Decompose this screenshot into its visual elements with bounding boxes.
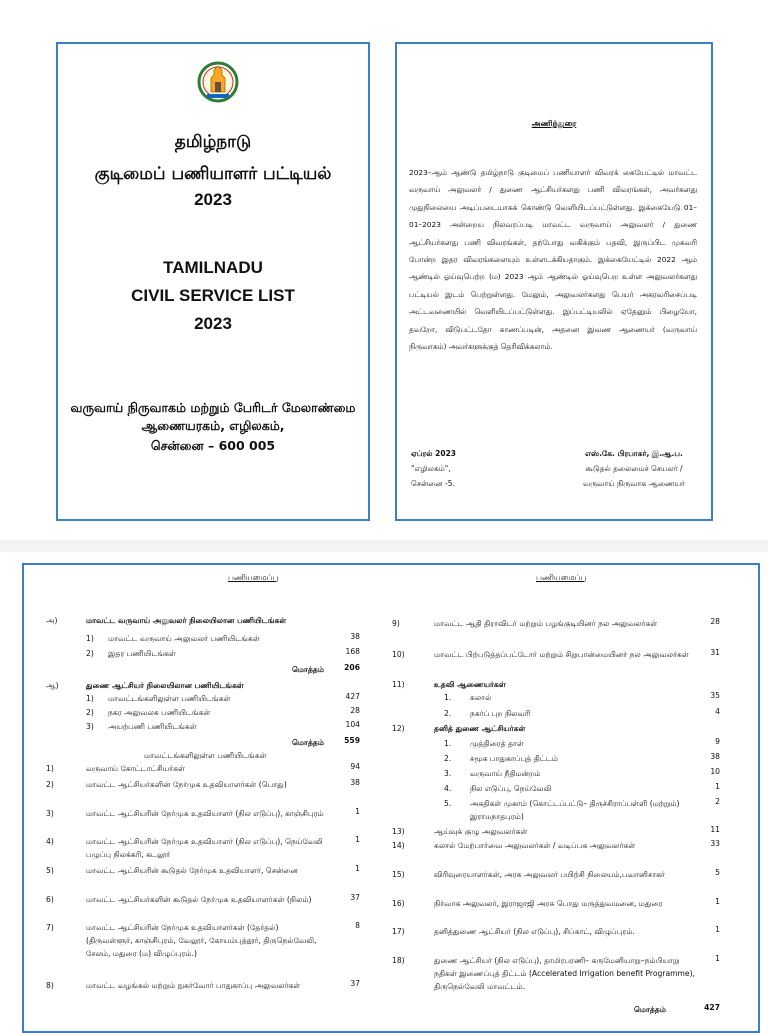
right-item-label: 13) — [392, 827, 405, 836]
foreword-signer: எஸ்.கே. பிரபாகர், இ.ஆ.ப. — [585, 449, 683, 458]
total-value: 559 — [344, 736, 360, 745]
section-subheading: மாவட்டங்களிலுள்ள பணியிடங்கள் — [144, 751, 267, 760]
contents-heading-left: பணியமைப்பு — [228, 573, 279, 582]
right-item-count: 10 — [710, 767, 720, 776]
right-item-count: 31 — [710, 648, 720, 657]
left-item-text: அயற்பணி பணியிடங்கள் — [108, 722, 197, 731]
right-item-label: 12) — [392, 724, 405, 733]
right-item-text: முத்திரைத் தாள் — [470, 739, 524, 748]
left-item-count: 28 — [350, 706, 360, 715]
left-item-text: வருவாய் கோட்டாட்சியர்கள் — [86, 764, 185, 773]
right-item-label: 2. — [444, 709, 452, 718]
left-item-label: 2) — [86, 708, 94, 717]
left-item-count: 8 — [355, 921, 360, 930]
right-item-count: 1 — [715, 954, 720, 963]
left-item-count: 38 — [350, 778, 360, 787]
right-item-label: 18) — [392, 956, 405, 965]
right-item-count: 2 — [715, 797, 720, 806]
right-item-label: 1. — [444, 693, 452, 702]
right-item-text: கலால் மேற்பார்வை அலுவலர்கள் / வடிப்பக அலுவலர்கள் — [434, 841, 636, 850]
left-item-label: 7) — [46, 923, 54, 932]
total-label: மொத்தம் — [292, 665, 324, 674]
foreword-place-2: சென்னை -5. — [411, 479, 455, 488]
right-item-text: சமூக பாதுகாப்புத் திட்டம் — [470, 754, 558, 763]
right-item-label: 4. — [444, 784, 452, 793]
right-item-label: 2. — [444, 754, 452, 763]
right-item-label: 3. — [444, 769, 452, 778]
right-item-text: நில எடுப்பு, நெய்வேலி — [470, 784, 552, 793]
right-item-count: 28 — [710, 617, 720, 626]
left-item-label: 8) — [46, 981, 54, 990]
left-item-label: 2) — [86, 649, 94, 658]
cover-office-line-1: வருவாய் நிருவாகம் மற்றும் பேரிடர் மேலாண்மை — [70, 400, 356, 415]
foreword-signer-title-2: வருவாய் நிருவாக ஆணையர் — [583, 479, 685, 488]
cover-year-1: 2023 — [194, 190, 232, 209]
cover-title-tamil-2: குடிமைப் பணியாளர் பட்டியல் — [94, 164, 332, 184]
left-item-label: 1) — [46, 764, 54, 773]
foreword-signer-title-1: கூடுதல் தலைமைச் செயலர் / — [585, 464, 683, 473]
left-item-text: மாவட்ட வருவாய் அலுவலர் நிலையிலான பணியிடங்கள் — [86, 616, 287, 625]
right-item-text: நிர்வாக அலுவலர், இராஜாஜி அரசு பொது மருத்துவமனை, மதுரை — [434, 899, 663, 908]
left-item-label: ஆ) — [46, 681, 59, 690]
right-item-label: 16) — [392, 899, 405, 908]
foreword-place-1: "எழிலகம்", — [411, 464, 451, 473]
left-item-text: மாவட்ட ஆட்சியரின் நேர்முக உதவியாளர் (நில எடுப்பு), நெய்வேலி பழுப்பு நிலக்கரி, கடலூர் — [86, 837, 323, 859]
right-item-count: 4 — [715, 707, 720, 716]
left-item-count: 37 — [350, 979, 360, 988]
cover-office-line-2: ஆணையரகம், எழிலகம், — [141, 418, 285, 433]
right-item-count: 1 — [715, 782, 720, 791]
cover-title-tamil-1: தமிழ்நாடு — [174, 132, 252, 152]
left-item-label: 1) — [86, 694, 94, 703]
left-item-label: 1) — [86, 634, 94, 643]
left-item-text: மாவட்ட ஆட்சியரின் கூடுதல் நேர்முக உதவியாளர், சென்னை — [86, 866, 298, 875]
contents-page — [22, 563, 760, 1033]
right-item-label: 9) — [392, 619, 400, 628]
left-item-label: 6) — [46, 895, 54, 904]
right-item-label: 1. — [444, 739, 452, 748]
left-item-count: 1 — [355, 807, 360, 816]
right-item-text: விரிவுரையாளர்கள், அரசு அலுவலர் பயிற்சி நிலையம்,பவானிசாகர் — [434, 870, 666, 879]
left-item-label: 4) — [46, 837, 54, 846]
left-item-count: 427 — [345, 692, 360, 701]
left-item-label: அ) — [46, 616, 58, 625]
left-item-label: 3) — [86, 722, 94, 731]
right-item-count: 11 — [710, 825, 720, 834]
right-item-label: 14) — [392, 841, 405, 850]
left-item-text: மாவட்ட வழங்கல் மற்றும் நுகர்வோர் பாதுகாப்பு அலுவலர்கள் — [86, 981, 301, 990]
left-item-text: மாவட்ட ஆட்சியரின் நேர்முக உதவியாளர்கள் (தேர்தல்) (திருவள்ளூர், காஞ்சிபுரம், வேலூர், கோயம்புத்தூர், திருநெல்வேலி, சேலம், மதுரை (ம) விழுப்புரம்.) — [86, 923, 317, 958]
foreword-body: 2023–ஆம் ஆண்டு தமிழ்நாடு குடிமைப் பணியாளர் விவரக் கையேட்டில் மாவட்ட வருவாய் அலுவலர் / துணை ஆட்சியர்களது பணி விவரங்கள், அவர்களது முதுநிலையை அடிப்படையாகக் கொண்டு வெளியிடப்பட்டுள்ளது. இக்கையேடு 01–01–2023 அன்றைய நிலவரப்படி மாவட்ட வருவாய் அலுவலர் / துணை ஆட்சியர்களது பணி விவரங்கள், தற்போது வகிக்கும் பதவி, இருப்பிட முகவரி போன்ற இதர விவரங்களையும் உள்ளடக்கியதாகும். இக்கையேட்டில் 2022 ஆம் ஆண்டில் ஓய்வுபெற்ற (ம) 2023 ஆம் ஆண்டில் ஓய்வுபெற உள்ள அலுவலர்களது பட்டியல் இடம் பெற்றுள்ளது. மேலும், அலுவலர்களது பெயர் அகரவரிசைப்படி அட்டவணையில் வெளியிடப்பட்டுள்ளது. இப்பட்டியலில் ஏதேனும் பிழையோ, தவறோ, விடுபட்டதோ காணப்படின், அதனை இவண ஆணையர் (வருவாய் நிருவாகம்) அவர்களுக்குத் தெரிவிக்கலாம். — [409, 168, 697, 352]
right-item-text: அகதிகள் முகாம் (கொட்டப்பட்டு– திருச்சிராப்பள்ளி (மற்றும்) இராமநாதபுரம்) — [470, 799, 680, 821]
left-item-count: 104 — [345, 720, 360, 729]
right-item-label: 10) — [392, 650, 405, 659]
left-item-count: 1 — [355, 835, 360, 844]
total-label: மொத்தம் — [292, 738, 324, 747]
right-item-count: 38 — [710, 752, 720, 761]
right-item-label: 17) — [392, 927, 405, 936]
left-item-count: 37 — [350, 893, 360, 902]
right-item-text: தனித்துணை ஆட்சியர் (நில எடுப்பு), சிப்காட், விழுப்புரம். — [434, 927, 635, 936]
total-label: மொத்தம் — [634, 1005, 666, 1014]
right-item-label: 11) — [392, 680, 405, 689]
right-item-text: நகர்ப் புற நிலவரி — [470, 709, 531, 718]
right-item-text: ஆய்வுக் குழு அலுவலர்கள் — [434, 827, 528, 836]
right-item-count: 9 — [715, 737, 720, 746]
right-item-text: கலால் — [470, 693, 492, 702]
right-item-text: மாவட்ட பிற்படுத்தப்பட்டோர் மற்றும் சிறுபான்மையினர் நல அலுவலர்கள் — [434, 650, 689, 659]
contents-heading-right: பணியமைப்பு — [536, 573, 587, 582]
right-item-count: 1 — [715, 897, 720, 906]
cover-year-2: 2023 — [194, 314, 232, 333]
left-item-text: மாவட்ட ஆட்சியர்களின் நேர்முக உதவியாளர்கள் (பொது) — [86, 780, 287, 789]
tamilnadu-emblem-icon — [197, 58, 239, 106]
left-item-text: துணை ஆட்சியர் நிலையிலான பணியிடங்கள் — [86, 681, 244, 690]
foreword-title: அணிந்துரை — [531, 119, 577, 128]
cover-title-english-1: TAMILNADU — [163, 258, 263, 277]
right-item-label: 5. — [444, 799, 452, 808]
total-value: 427 — [704, 1003, 720, 1012]
foreword-signature-block — [561, 446, 707, 491]
left-item-count: 94 — [350, 762, 360, 771]
cover-office-line-3: சென்னை – 600 005 — [150, 438, 276, 453]
left-item-count: 168 — [345, 647, 360, 656]
foreword-date: ஏப்ரல் 2023 — [411, 449, 457, 458]
left-item-label: 2) — [46, 780, 54, 789]
cover-title-english-2: CIVIL SERVICE LIST — [131, 286, 295, 305]
left-item-label: 5) — [46, 866, 54, 875]
left-item-text: இதர பணியிடங்கள் — [108, 649, 176, 658]
right-item-count: 33 — [710, 839, 720, 848]
right-item-text: உதவி ஆணையர்கள் — [434, 680, 506, 689]
right-item-text: மாவட்ட ஆதி திராவிடர் மற்றும் பழங்குடியினர் நல அலுவலர்கள் — [434, 619, 658, 628]
left-item-count: 38 — [350, 632, 360, 641]
right-item-label: 15) — [392, 870, 405, 879]
right-item-count: 5 — [715, 868, 720, 877]
left-item-text: மாவட்ட ஆட்சியரின் நேர்முக உதவியாளர் (நில எடுப்பு), காஞ்சிபுரம் — [86, 809, 324, 818]
right-item-text: வருவாய் நீதிமன்றம் — [470, 769, 541, 778]
right-item-count: 1 — [715, 925, 720, 934]
left-item-label: 3) — [46, 809, 54, 818]
page-separator — [0, 540, 768, 552]
left-item-text: மாவட்ட வருவாய் அலுவலர் பணியிடங்கள் — [108, 634, 260, 643]
cover-page — [56, 42, 370, 521]
left-item-count: 1 — [355, 864, 360, 873]
left-item-text: நகர அலுவலக பணியிடங்கள் — [108, 708, 211, 717]
right-item-text: துணை ஆட்சியர் (நில எடுப்பு), தாமிரபரணி– கருமேனியாறு–நம்பியாறு நதிகள் இணைப்புத் திட்டம் (Accelerated Irrigation benefit Programme), திருநெல்வேலி மாவட்டம். — [434, 956, 695, 991]
foreword-date-block — [411, 446, 456, 491]
left-item-text: மாவட்ட ஆட்சியர்களின் கூடுதல் நேர்முக உதவியாளர்கள் (நிலம்) — [86, 895, 312, 904]
right-item-text: தனித் துணை ஆட்சியர்கள் — [434, 724, 526, 733]
left-item-text: மாவட்டங்களிலுள்ள பணியிடங்கள் — [108, 694, 231, 703]
total-value: 206 — [344, 663, 360, 672]
right-item-count: 35 — [710, 691, 720, 700]
foreword-page — [395, 42, 713, 521]
